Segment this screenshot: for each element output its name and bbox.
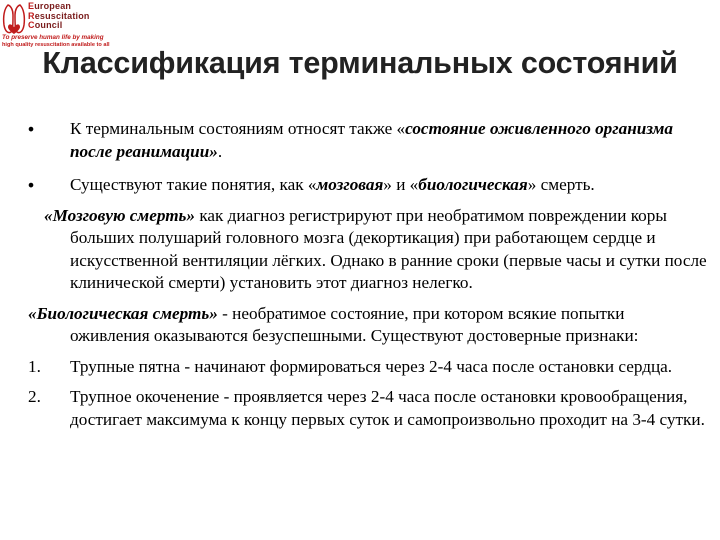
bullet-marker: • bbox=[28, 119, 35, 139]
logo-tagline: To preserve human life by making bbox=[2, 34, 104, 41]
logo-wordmark bbox=[28, 2, 90, 31]
logo-tagline-2: high quality resuscitation available to all bbox=[2, 42, 110, 48]
numbered-item-1: 1. Трупные пятна - начинают формироваться через 2-4 часа после остановки сердца. bbox=[28, 356, 708, 379]
slide-body bbox=[28, 118, 708, 431]
biological-death-paragraph: «Биологическая смерть» - необратимое состояние, при котором всякие попытки оживления оказываются безуспешными. Существуют достоверные признаки: bbox=[28, 303, 639, 345]
list-number: 1. bbox=[28, 356, 41, 376]
slide-title: Классификация терминальных состояний bbox=[42, 46, 678, 80]
list-number: 2. bbox=[28, 387, 41, 406]
bullet-item-2: • Существуют такие понятия, как «мозговая» и «биологическая» смерть. bbox=[28, 175, 595, 195]
logo-line-resuscitation: Resuscitation bbox=[28, 10, 90, 21]
numbered-item-2: 2. Трупное окоченение - проявляется через 2-4 часа после остановки кровообращения, достигает максимума к концу первых суток и самопроизвольно проходит на 3-4 сутки. bbox=[28, 387, 705, 429]
bullet-item-1: • К терминальным состояниям относят также «состояние оживленного организма после реанимации». bbox=[28, 119, 673, 161]
erc-logo bbox=[0, 0, 124, 50]
bullet-marker: • bbox=[28, 175, 35, 195]
logo-line-european: European bbox=[28, 1, 72, 11]
logo-line-council: Council bbox=[28, 20, 63, 30]
brain-death-paragraph: «Мозговую смерть» как диагноз регистрируют при необратимом повреждении коры больших полушарий головного мозга (декортикация) при работающем сердце и искусственной вентиляции лёгких. Однако в ранние сроки (первые часы и сутки после клинической смерти) установить этот диагноз нелегко. bbox=[44, 205, 707, 292]
